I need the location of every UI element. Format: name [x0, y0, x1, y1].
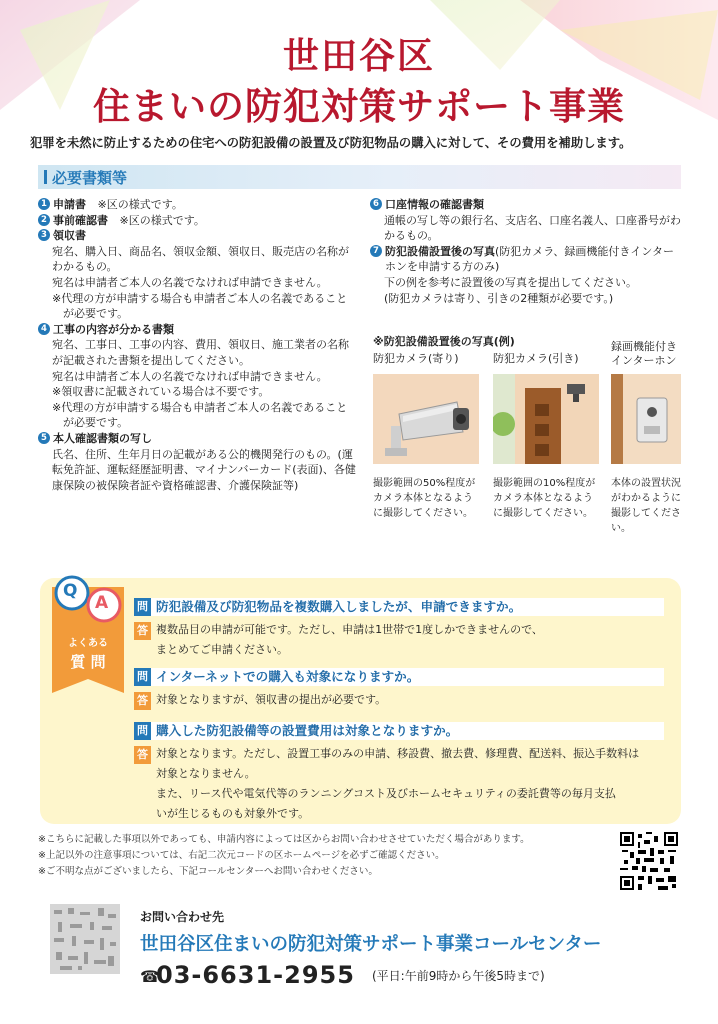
photo-caption: 防犯カメラ(寄り): [373, 352, 459, 365]
requirements-left-column: [38, 197, 356, 493]
number-badge: 2: [38, 214, 50, 226]
photo-example-camera-close: [373, 352, 483, 519]
badge-label-top: よくある: [68, 638, 108, 649]
requirement-3: 3 領収書: [38, 228, 356, 244]
requirement-6: 6 口座情報の確認書類: [370, 197, 684, 213]
footer-notes: [38, 832, 530, 880]
footer-note: ※こちらに記載した事項以外であっても、申請内容によっては区からお問い合わせさせていただく場合があります。: [38, 834, 530, 845]
faq-answer-1: 複数品目の申請が可能です。ただし、申請は1世帯で1度しかできませんので、 まとめてご申請ください。: [156, 623, 543, 656]
section-marker: [44, 170, 47, 184]
requirement-text: 宛名は申請者ご本人の名義でなければ申請できません。: [52, 275, 328, 289]
requirement-4: 4 工事の内容が分かる書類: [38, 322, 356, 338]
number-badge: 7: [370, 245, 382, 257]
requirement-text: 氏名、住所、生年月日の記載がある公的機関発行のもの。(運転免許証、運転経歴証明書、マイナンバーカード(表面)、各健康保険の被保険者証や資格確認書、介護保険証等): [52, 447, 356, 492]
business-hours: (平日:午前9時から午後5時まで): [372, 969, 545, 983]
question-tag: 問: [134, 668, 151, 686]
photo-description: 本体の設置状況がわかるように撮影してください。: [611, 478, 681, 534]
number-badge: 6: [370, 198, 382, 210]
question-tag: 問: [134, 598, 151, 616]
answer-tag: 答: [134, 692, 151, 710]
security-camera-closeup-image: [373, 374, 479, 464]
photo-caption: 録画機能付きインターホン: [611, 340, 677, 367]
security-camera-wide-image: [493, 374, 599, 464]
question-text: 防犯設備及び防犯物品を複数購入しましたが、申請できますか。: [156, 599, 522, 614]
photo-caption: 防犯カメラ(引き): [493, 352, 579, 365]
footer-note: ※ご不明な点がございましたら、下記コールセンターへお問い合わせください。: [38, 866, 378, 877]
faq-question-3: [134, 722, 664, 740]
requirement-2: 2 事前確認書 ※区の様式です。: [38, 213, 356, 229]
requirement-note: ※領収書に記載されている場合は不要です。: [52, 385, 270, 399]
contact-name: 世田谷区住まいの防犯対策サポート事業コールセンター: [140, 934, 602, 955]
requirement-text: 下の例を参考に設置後の写真を提出してください。: [384, 275, 637, 289]
footer-note: ※上記以外の注意事項については、右記二次元コードの区ホームページを必ずご確認ください。: [38, 850, 445, 861]
contact-label: お問い合わせ先: [140, 910, 225, 924]
number-badge: 5: [38, 432, 50, 444]
requirement-1: 1 申請書 ※区の様式です。: [38, 197, 356, 213]
photo-examples-title: ※防犯設備設置後の写真(例): [373, 335, 515, 348]
requirement-text: 通帳の写し等の銀行名、支店名、口座名義人、口座番号がわかるもの。: [384, 213, 681, 243]
faq-answer-2: 対象となりますが、領収書の提出が必要です。: [156, 693, 387, 706]
requirement-note: ※代理の方が申請する場合も申請者ご本人の名義であることが必要です。: [52, 400, 348, 430]
page-title-ward: 世田谷区: [282, 36, 435, 77]
phone-number[interactable]: 03-6631-2955: [156, 961, 355, 989]
page-title: 住まいの防犯対策サポート事業: [93, 85, 625, 128]
requirement-text: (防犯カメラは寄り、引きの2種類が必要です。): [384, 291, 614, 305]
qr-code-callcenter[interactable]: [50, 904, 120, 974]
question-tag: 問: [134, 722, 151, 740]
requirement-note: ※代理の方が申請する場合も申請者ご本人の名義であることが必要です。: [52, 291, 348, 321]
number-badge: 4: [38, 323, 50, 335]
question-text: インターネットでの購入も対象になりますか。: [156, 669, 420, 684]
requirement-text: 宛名、工事日、工事の内容、費用、領収日、施工業者の名称が記載された書類を提出してください。: [52, 338, 349, 367]
number-badge: 1: [38, 198, 50, 210]
qr-code-homepage[interactable]: [620, 832, 678, 890]
badge-a-letter: A: [95, 593, 109, 613]
page-subtitle: 犯罪を未然に防止するための住宅への防犯設備の設置及び防犯物品の購入に対して、その費用を補助します。: [30, 136, 632, 150]
question-text: 購入した防犯設備等の設置費用は対象となりますか。: [156, 723, 459, 738]
intercom-image: [611, 374, 681, 464]
faq-question-1: [134, 598, 664, 616]
faq-answer-3: 対象となります。ただし、設置工事のみの申請、移設費、撤去費、修理費、配送料、振込手数料は 対象となりません。 また、リース代や電気代等のランニングコスト及びホームセキュリティの委託費等の毎月支払 いが生じるものも対象外です。: [156, 747, 640, 820]
answer-tag: 答: [134, 622, 151, 640]
answer-tag: 答: [134, 746, 151, 764]
photo-example-intercom: [611, 340, 685, 534]
photo-description: 撮影範囲の10%程度がカメラ本体となるように撮影してください。: [493, 478, 596, 519]
section-title: 必要書類等: [52, 169, 128, 187]
requirement-text: 宛名、購入日、商品名、領収金額、領収日、販売店の名称がわかるもの。: [52, 244, 349, 274]
requirements-right-column: [370, 197, 684, 306]
number-badge: 3: [38, 229, 50, 241]
faq-question-2: [134, 668, 664, 686]
badge-q-letter: Q: [63, 581, 78, 601]
badge-label-bottom: 質 問: [70, 653, 106, 671]
photo-description: 撮影範囲の50%程度がカメラ本体となるように撮影してください。: [373, 478, 476, 519]
requirement-text: 宛名は申請者ご本人の名義でなければ申請できません。: [52, 369, 328, 383]
phone-icon: ☎: [140, 967, 160, 986]
photo-example-camera-wide: [493, 352, 603, 519]
requirement-7: 7 防犯設備設置後の写真(防犯カメラ、録画機能付きインターホンを申請する方のみ): [370, 244, 684, 275]
requirement-5: 5 本人確認書類の写し: [38, 431, 356, 447]
section-header: [38, 165, 681, 189]
